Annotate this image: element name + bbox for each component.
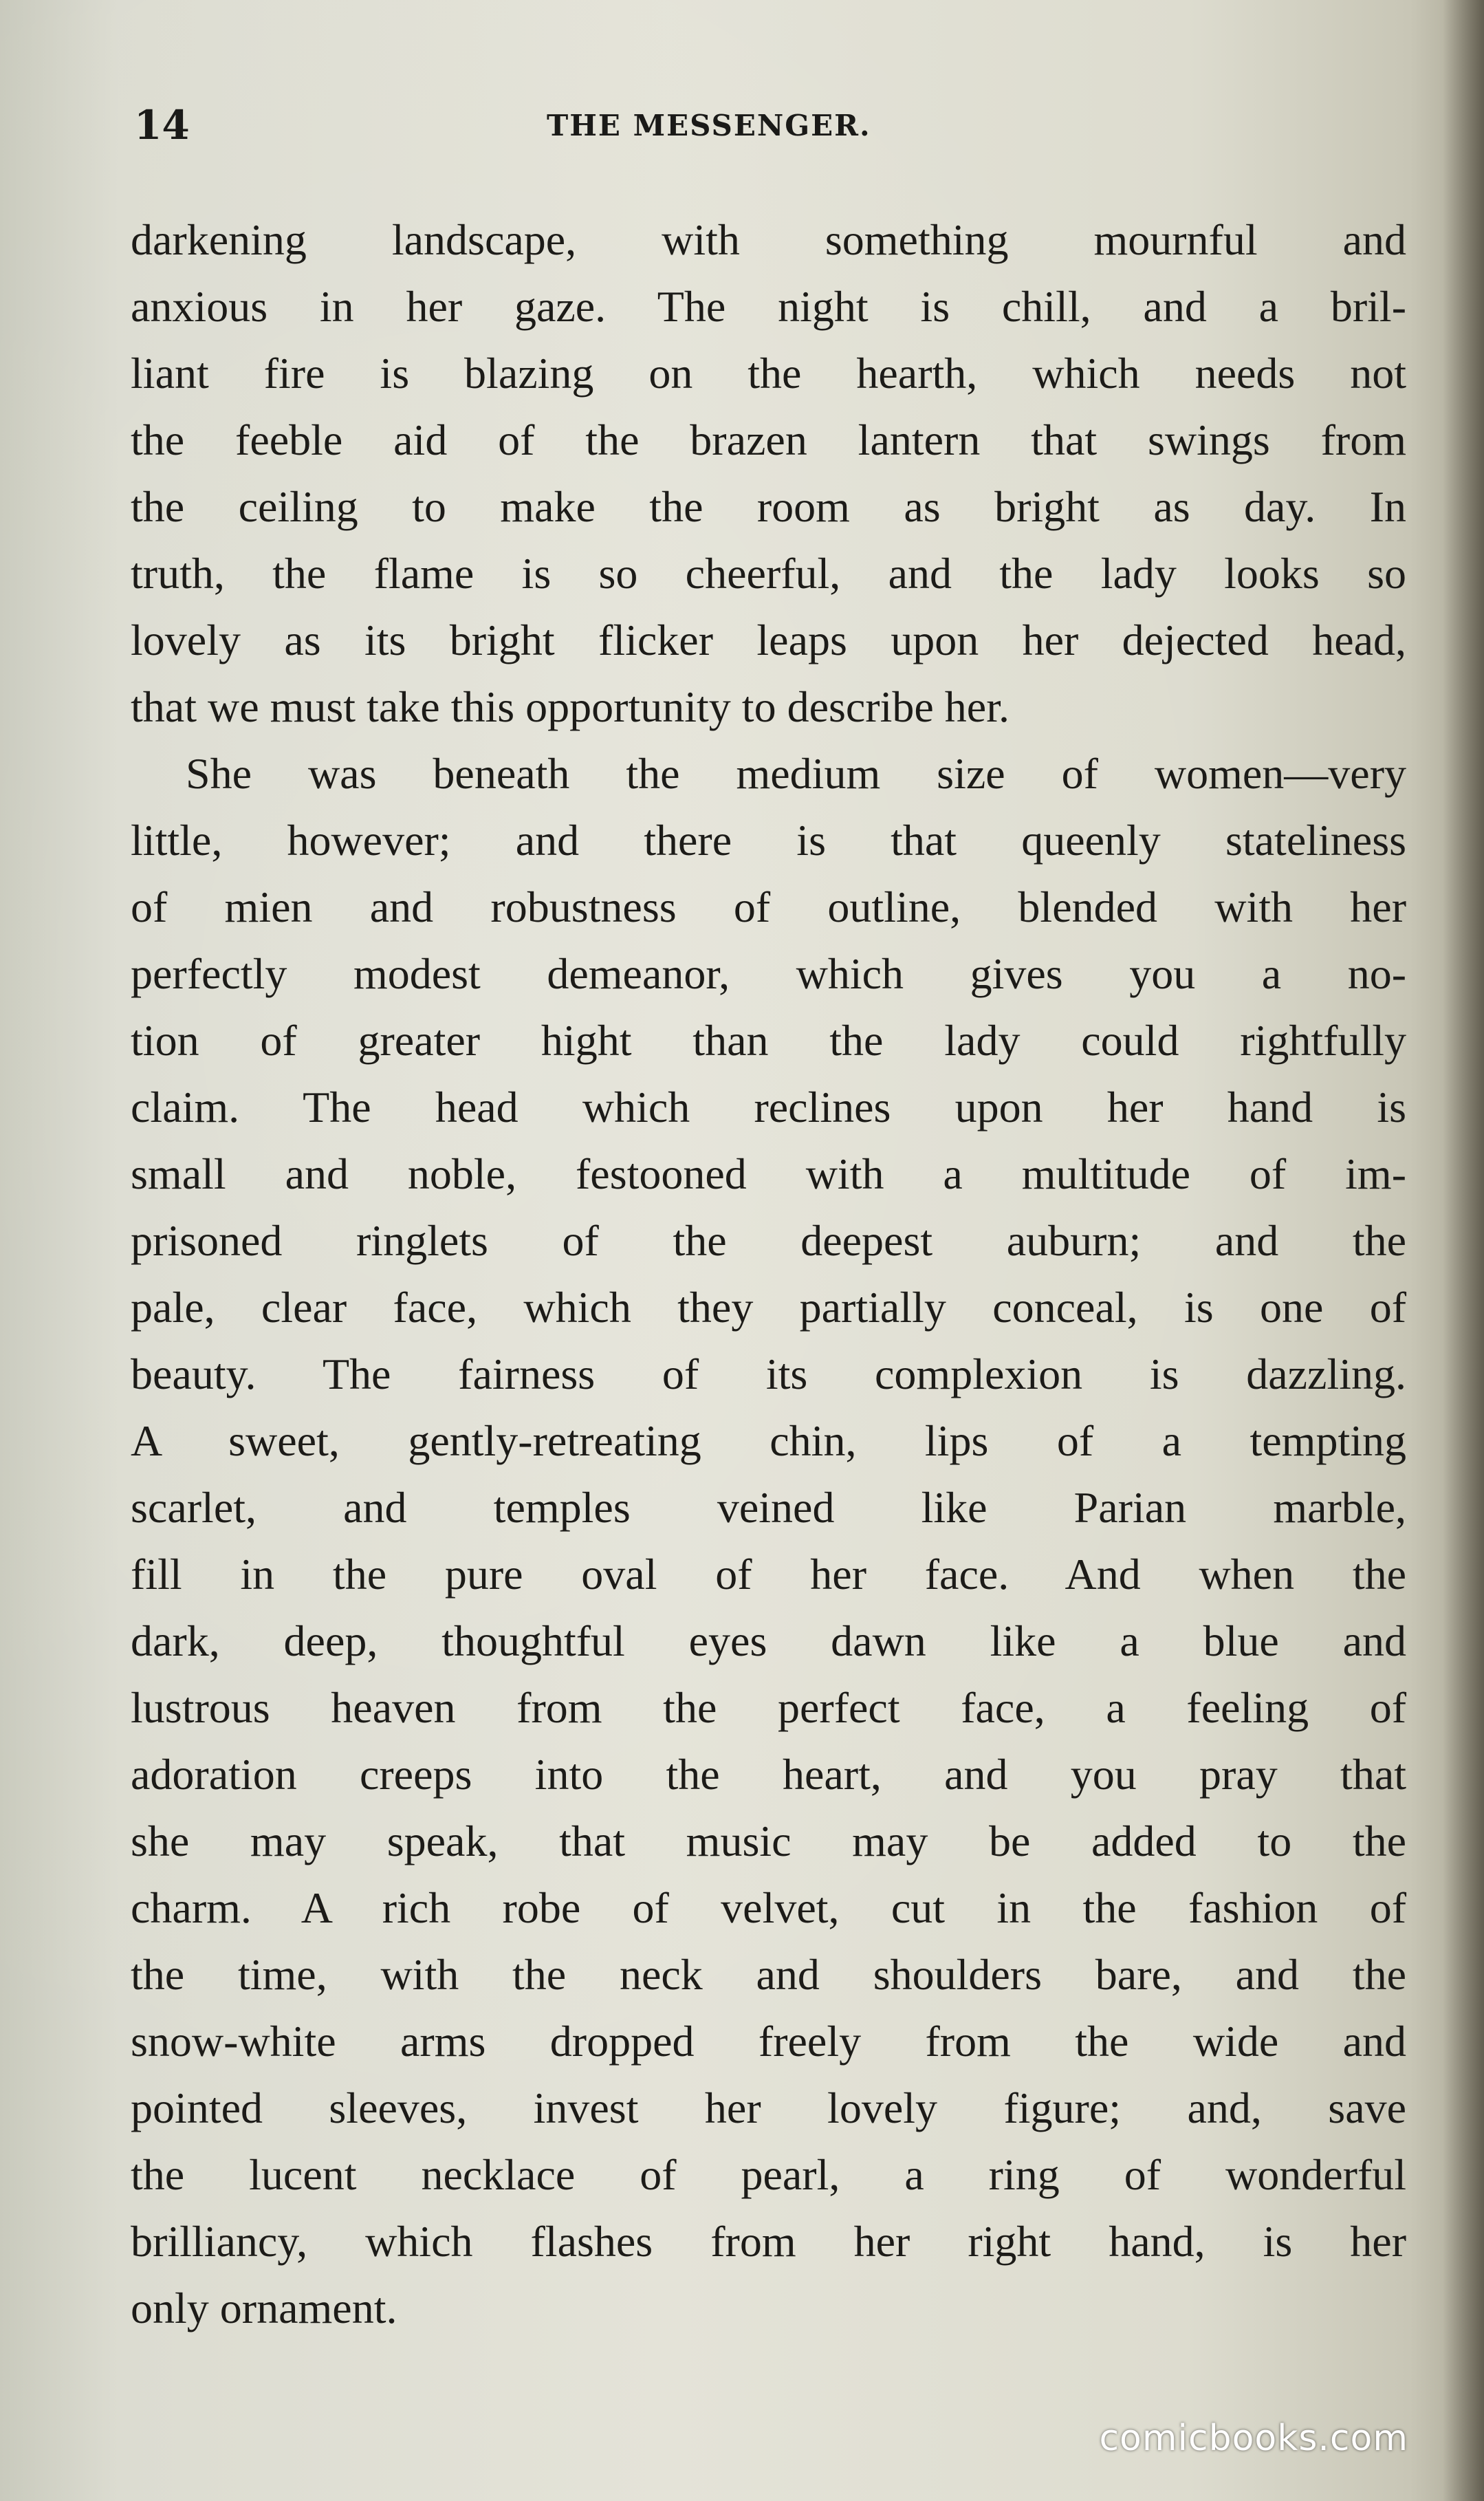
- text-line: pale, clear face, which they partially conceal, is one of: [131, 1283, 1406, 1332]
- text-line: liant fire is blazing on the hearth, which needs not: [131, 349, 1406, 398]
- text-line: she may speak, that music may be added to the: [131, 1817, 1406, 1865]
- text-line: tion of greater hight than the lady could rightfully: [131, 1016, 1406, 1065]
- text-line: darkening landscape, with something mournful and: [131, 215, 1406, 264]
- text-line: lustrous heaven from the perfect face, a feeling of: [131, 1683, 1406, 1732]
- text-line: that we must take this opportunity to describe her.: [131, 682, 1010, 731]
- text-line: prisoned ringlets of the deepest auburn; and the: [131, 1216, 1406, 1265]
- text-line: scarlet, and temples veined like Parian marble,: [131, 1483, 1406, 1532]
- text-line: only ornament.: [131, 2284, 397, 2332]
- text-line: charm. A rich robe of velvet, cut in the fashion of: [131, 1883, 1406, 1932]
- text-line: pointed sleeves, invest her lovely figure; and, save: [131, 2083, 1406, 2132]
- text-line: anxious in her gaze. The night is chill, and a bril-: [131, 282, 1406, 331]
- text-line: adoration creeps into the heart, and you pray that: [131, 1750, 1406, 1799]
- text-line: the lucent necklace of pearl, a ring of wonderful: [131, 2150, 1406, 2199]
- text-line: the ceiling to make the room as bright as day. In: [131, 482, 1406, 531]
- text-line: A sweet, gently-retreating chin, lips of a tempting: [131, 1416, 1406, 1465]
- text-line: snow-white arms dropped freely from the wide and: [131, 2017, 1406, 2066]
- text-line: the feeble aid of the brazen lantern that swings from: [131, 415, 1406, 464]
- page-header: [134, 102, 1413, 157]
- text-line: lovely as its bright flicker leaps upon her dejected head,: [131, 616, 1406, 664]
- text-line: brilliancy, which flashes from her right hand, is her: [131, 2217, 1406, 2266]
- text-line: claim. The head which reclines upon her hand is: [131, 1083, 1406, 1132]
- text-line: She was beneath the medium size of women—very: [186, 749, 1406, 798]
- body-text: [131, 206, 1406, 2341]
- running-head: THE MESSENGER.: [547, 109, 871, 142]
- text-line: of mien and robustness of outline, blended with her: [131, 883, 1406, 931]
- page-number: 14: [134, 102, 190, 149]
- text-line: truth, the flame is so cheerful, and the lady looks so: [131, 549, 1406, 598]
- text-line: the time, with the neck and shoulders bare, and the: [131, 1950, 1406, 1999]
- text-line: perfectly modest demeanor, which gives you a no-: [131, 949, 1406, 998]
- text-line: little, however; and there is that queenly stateliness: [131, 816, 1406, 865]
- text-line: beauty. The fairness of its complexion is dazzling.: [131, 1350, 1406, 1398]
- text-line: fill in the pure oval of her face. And when the: [131, 1550, 1406, 1599]
- watermark: comicbooks.com: [1099, 2418, 1408, 2459]
- text-line: small and noble, festooned with a multitude of im-: [131, 1149, 1406, 1198]
- text-line: dark, deep, thoughtful eyes dawn like a blue and: [131, 1616, 1406, 1665]
